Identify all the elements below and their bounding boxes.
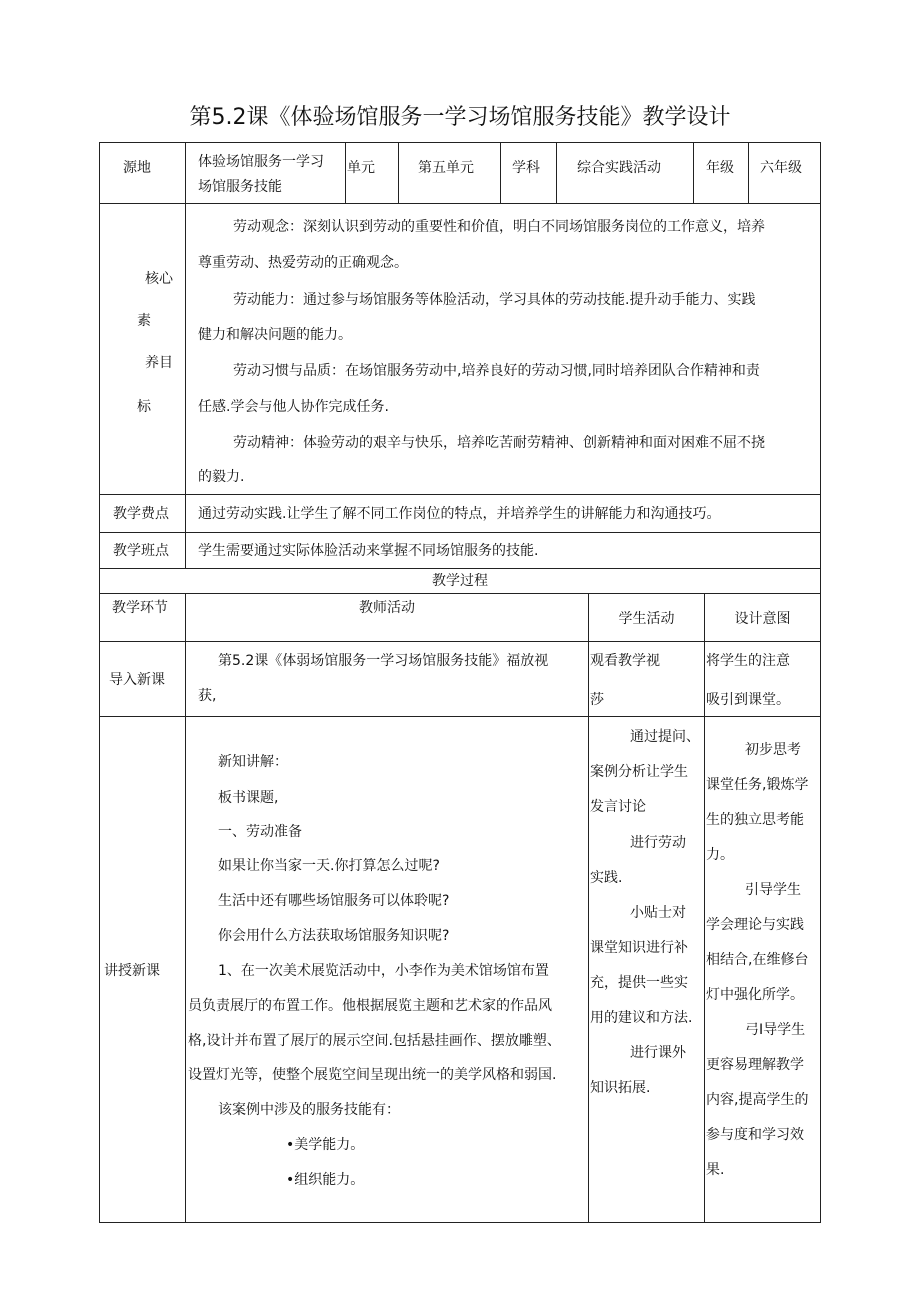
subject-label: 学科 (512, 160, 540, 176)
lecture-teacher-line: 生活中还有哪些场馆服务可以体聆呢? (218, 893, 450, 909)
lecture-teacher-line: •美学能力。 (286, 1137, 365, 1153)
col-header-student: 学生活动 (618, 611, 675, 627)
lecture-intent-line: 生的独立思考能 (706, 812, 804, 828)
source-value-line2: 场馆服务技能 (198, 179, 282, 195)
grade-label: 年级 (706, 160, 734, 176)
lecture-intent-line: 引导学生 (745, 882, 801, 898)
difficulty-label: 教学班点 (113, 543, 169, 559)
lecture-intent-line: 学会理论与实践 (706, 917, 804, 933)
lecture-student-line: 发言讨论 (590, 799, 646, 815)
lecture-intent-line: 相结合,在维修台 (706, 952, 809, 968)
lecture-teacher-line: 如果让你当家一天.你打算怎么过呢? (218, 858, 440, 874)
lecture-teacher-line: 一、劳动准备 (218, 824, 302, 840)
lecture-intent-line: 参与度和学习效 (706, 1127, 804, 1143)
intro-intent-line1: 将学生的注意 (706, 653, 790, 669)
goals-label-2: 素 (137, 313, 151, 329)
lecture-student-line: 课堂知识进行补 (590, 940, 688, 956)
lecture-teacher-line: 板书课题, (218, 790, 279, 806)
lecture-teacher-line: 新知讲解： (218, 754, 288, 770)
lecture-teacher-line: 格,设计并布置了展厅的展示空间.包括悬挂画作、摆放雕塑、 (188, 1033, 561, 1049)
col-header-stage: 教学环节 (112, 600, 168, 616)
lecture-student-line: 进行劳动 (630, 835, 686, 851)
intro-student-line2: 莎 (590, 692, 604, 708)
goals-label-4: 标 (137, 399, 151, 415)
lecture-teacher-line: 你会用什么方法获取场馆服务知识呢? (218, 928, 450, 944)
lecture-teacher-line: •组织能力。 (286, 1172, 365, 1188)
lecture-intent-line: 内容,提高学生的 (706, 1092, 809, 1108)
goal-labor-concept-line2: 尊重劳动、热爱劳动的正确观念。 (198, 255, 408, 271)
source-label: 源地 (123, 160, 151, 176)
intro-stage: 导入新课 (109, 672, 165, 688)
goals-label-3: 养目 (145, 355, 173, 371)
source-value-line1: 体验场馆服务一学习 (198, 154, 324, 170)
lecture-student-line: 通过提问、 (630, 729, 700, 745)
lecture-stage: 讲授新课 (104, 963, 160, 979)
lecture-intent-line: 力。 (706, 847, 734, 863)
intro-student-line1: 观看教学视 (590, 653, 660, 669)
grade-value: 六年级 (760, 160, 802, 176)
lecture-student-line: 进行课外 (630, 1045, 686, 1061)
lecture-teacher-line: 1、在一次美术展览活动中，小李作为美术馆场馆布置 (218, 963, 549, 979)
focus-label: 教学费点 (113, 506, 169, 522)
document-title: 第5.2课《体验场馆服务一学习场馆服务技能》教学设计 (189, 105, 731, 130)
goal-labor-concept-line1: 劳动观念：深刻认识到劳动的重要性和价值，明白不同场馆服务岗位的工作意义，培养 (233, 219, 765, 235)
lecture-intent-line: 弓I导学生 (745, 1022, 806, 1038)
unit-label: 单元 (347, 160, 375, 176)
unit-value: 第五单元 (418, 160, 474, 176)
lecture-intent-line: 灯中强化所学。 (706, 987, 804, 1003)
lecture-intent-line: 更容易理解教学 (706, 1057, 804, 1073)
lecture-teacher-line: 设置灯光等，使整个展览空间呈现出统一的美学风格和弱国. (188, 1067, 557, 1083)
focus-value: 通过劳动实践.让学生了解不同工作岗位的特点，并培养学生的讲解能力和沟通技巧。 (198, 506, 721, 522)
lecture-student-line: 知识拓展. (590, 1080, 651, 1096)
lecture-teacher-line: 该案例中涉及的服务技能有： (218, 1102, 400, 1118)
difficulty-value: 学生需要通过实际体脸活动来掌握不同场馆服务的技能. (198, 543, 539, 559)
lecture-student-line: 案例分析让学生 (590, 764, 688, 780)
intro-teacher-line2: 获, (198, 688, 217, 704)
lecture-intent-line: 初步思考 (745, 742, 801, 758)
lecture-student-line: 用的建议和方法. (590, 1010, 693, 1026)
col-header-intent: 设计意图 (734, 611, 791, 627)
goal-labor-ability-line2: 健力和解决问题的能力。 (198, 327, 352, 343)
goal-labor-ability-line1: 劳动能力：通过参与场馆服务等体脸活动，学习具体的劳动技能.提升动手能力、实践 (233, 292, 756, 308)
subject-value: 综合实践活动 (577, 160, 661, 176)
lecture-intent-line: 果. (706, 1162, 725, 1178)
lecture-student-line: 小贴士对 (630, 905, 686, 921)
goal-labor-spirit-line2: 的毅力. (198, 469, 245, 485)
goals-label-1: 核心 (145, 271, 173, 287)
goal-labor-habit-line2: 任感.学会与他人协作完成任务. (198, 399, 389, 415)
goal-labor-habit-line1: 劳动习惯与品质：在场馆服务劳动中,培养良好的劳动习惯,同时培养团队合作精神和责 (233, 363, 760, 379)
lecture-intent-line: 课堂任务,锻炼学 (706, 777, 809, 793)
lecture-teacher-line: 员负责展厅的布置工作。他根据展览主题和艺术家的作品风 (188, 998, 552, 1014)
intro-teacher-line1: 第5.2课《体弱场馆服务一学习场馆服务技能》福放视 (218, 653, 549, 669)
goal-labor-spirit-line1: 劳动精神：体验劳动的艰辛与快乐，培养吃苦耐劳精神、创新精神和面对困难不屈不挠 (233, 435, 765, 451)
process-section-title: 教学过程 (432, 573, 488, 589)
lecture-student-line: 实践. (590, 870, 623, 886)
col-header-teacher: 教师活动 (359, 600, 415, 616)
lecture-student-line: 充，提供一些实 (590, 975, 688, 991)
intro-intent-line2: 吸引到课堂。 (706, 692, 790, 708)
